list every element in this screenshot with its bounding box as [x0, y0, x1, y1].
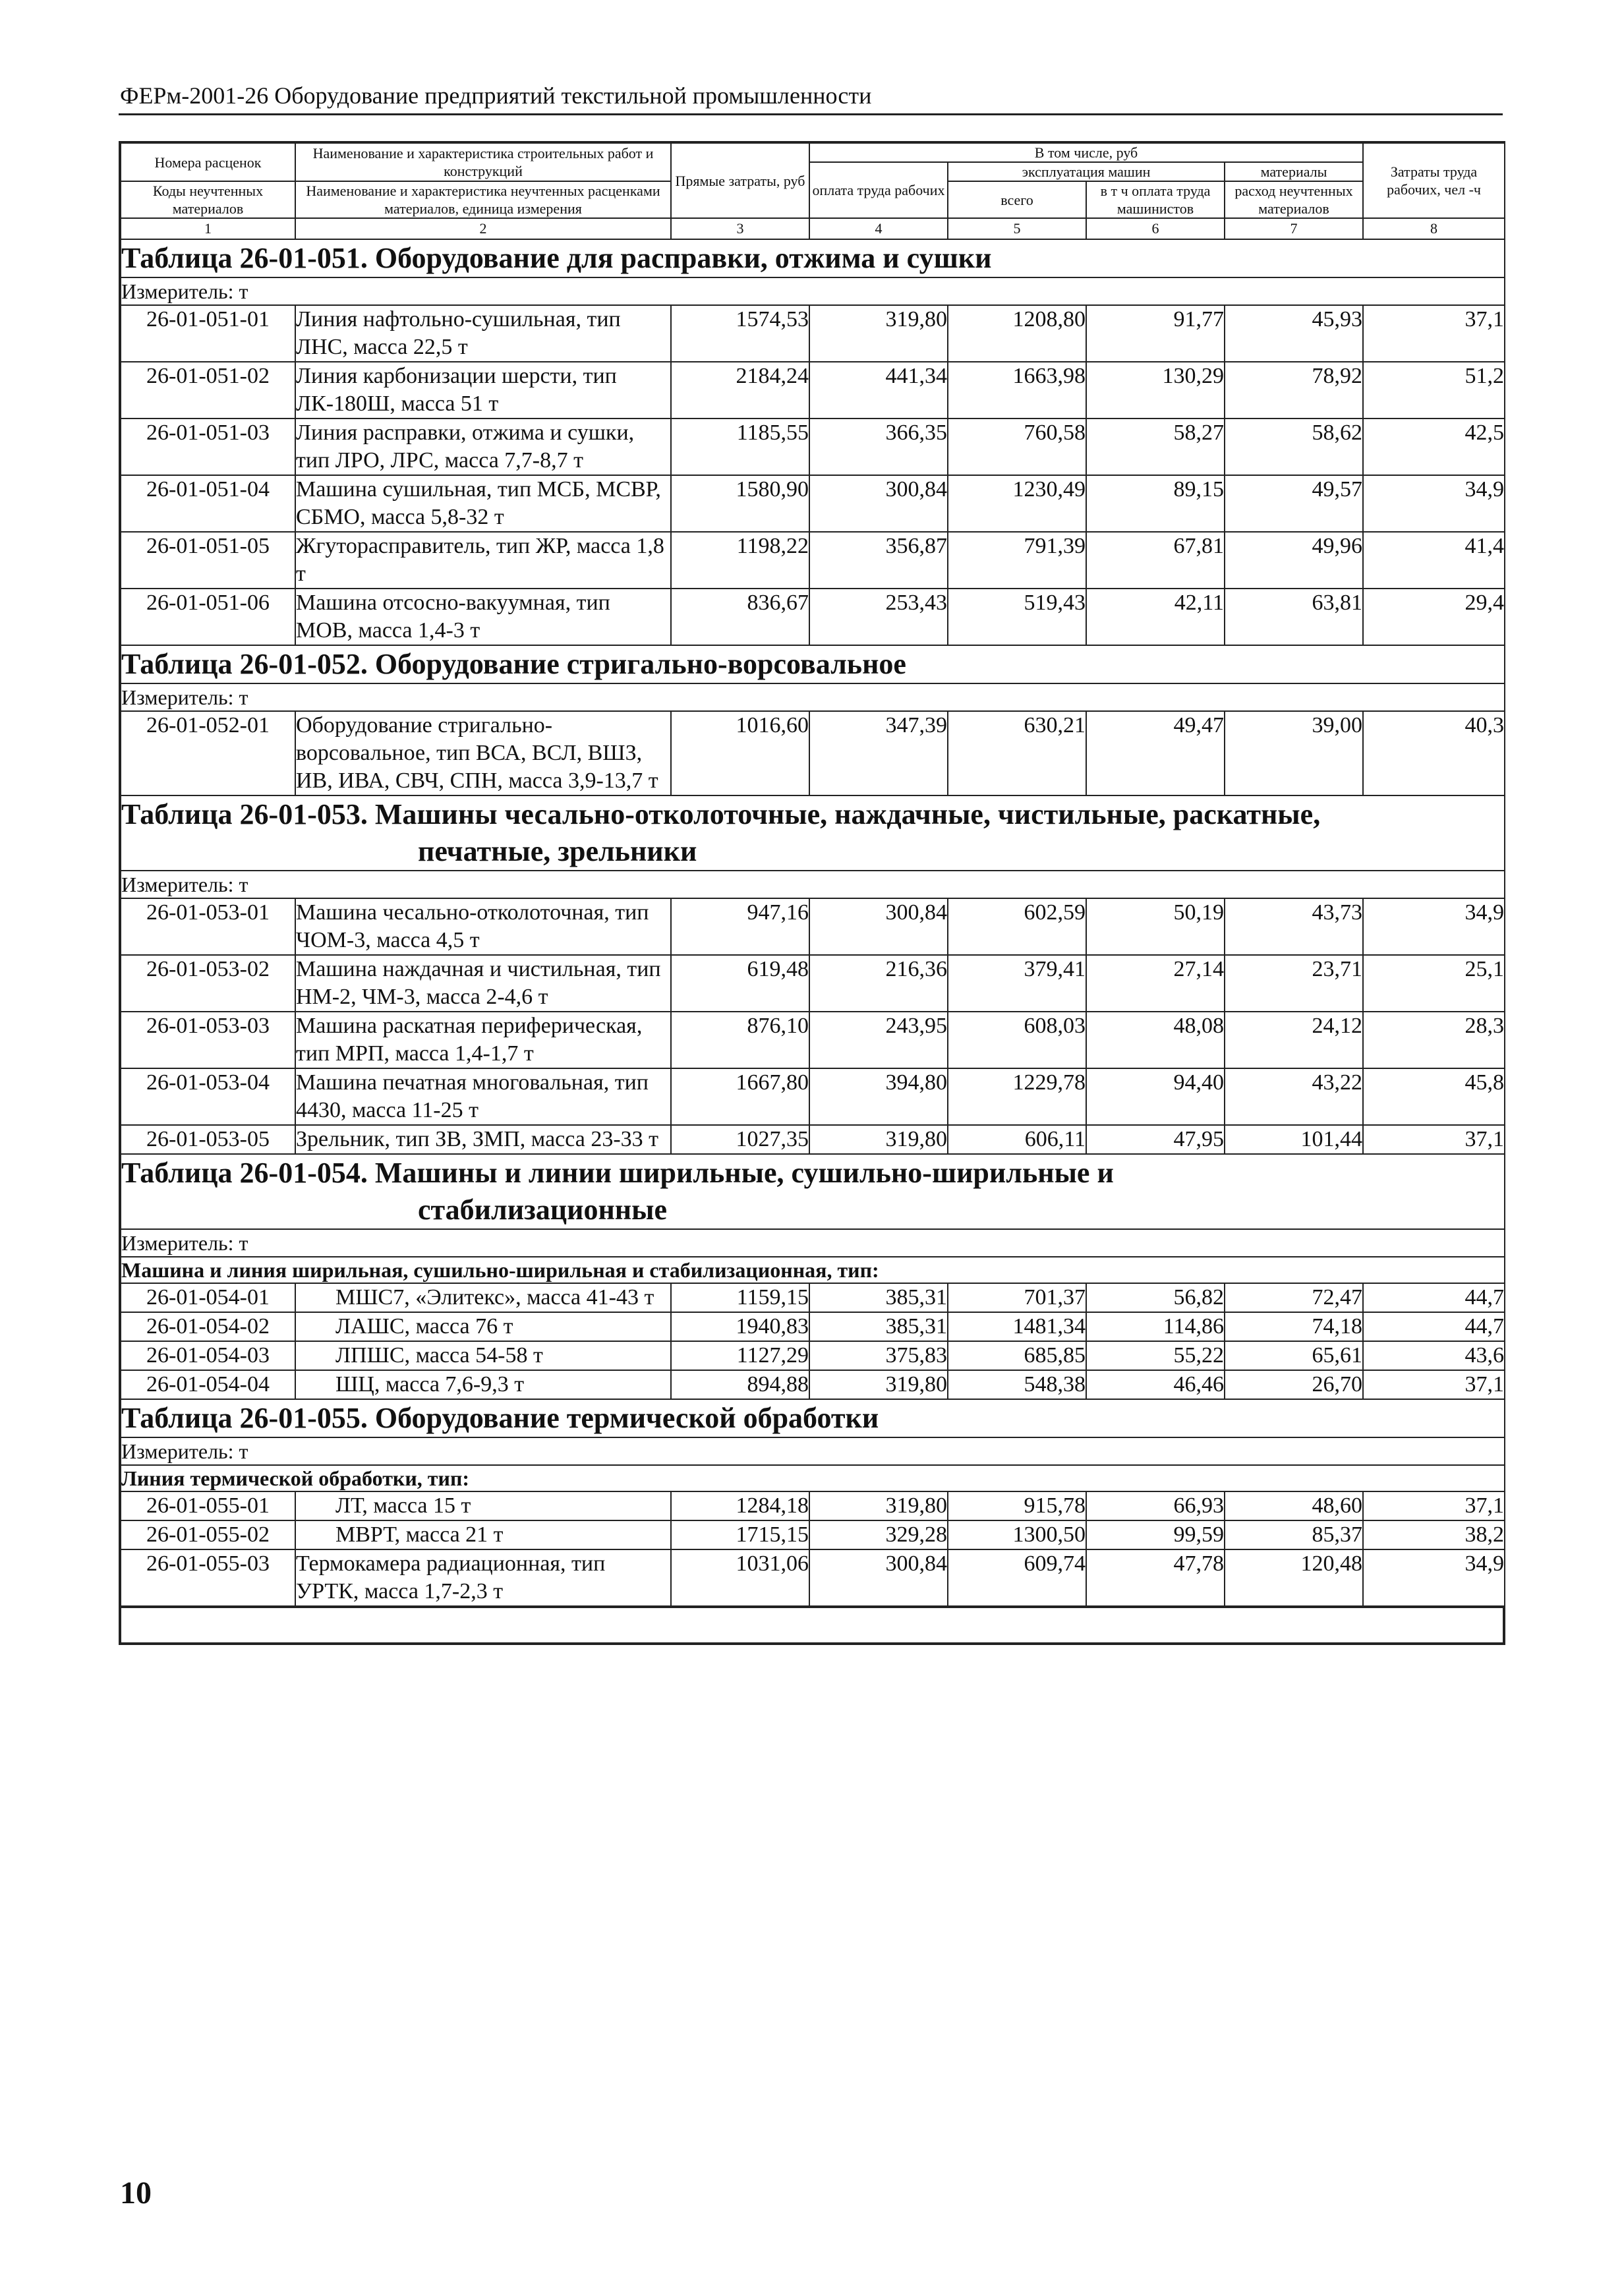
- table-row: [121, 1549, 1505, 1606]
- cell-machine-total: 1229,78: [948, 1068, 1086, 1125]
- cell-labor-hours: 41,4: [1363, 532, 1505, 589]
- cell-labor-hours: 28,3: [1363, 1012, 1505, 1068]
- cell-work-name: Термокамера радиационная, тип УРТК, масса 1,7-2,3 т: [295, 1549, 671, 1606]
- cell-work-name: Линия расправки, отжима и сушки, тип ЛРО, ЛРС, масса 7,7-8,7 т: [295, 419, 671, 475]
- section-caption-row: [121, 1154, 1505, 1229]
- cell-direct-costs: 1016,60: [671, 711, 809, 795]
- header-labor-hours: Затраты труда рабочих, чел -ч: [1363, 143, 1505, 218]
- group-subheader-row: [121, 1465, 1505, 1491]
- cell-machine-total: 915,78: [948, 1491, 1086, 1520]
- cell-labor-hours: 45,8: [1363, 1068, 1505, 1125]
- unit-row: [121, 1437, 1505, 1465]
- cell-rate-code: 26-01-053-03: [121, 1012, 295, 1068]
- section-title-text: Таблица 26-01-053. Машины чесально-отколоточные, наждачные, чистильные, раскатные,: [121, 798, 1321, 830]
- table-row: [121, 1370, 1505, 1399]
- cell-machine-total: 685,85: [948, 1341, 1086, 1370]
- price-table-container: [119, 141, 1505, 1645]
- col-number-8: 8: [1363, 218, 1505, 239]
- cell-materials: 120,48: [1225, 1549, 1363, 1606]
- table-header: [121, 143, 1505, 239]
- cell-machinist-pay: 47,78: [1086, 1549, 1225, 1606]
- table-row: [121, 532, 1505, 589]
- table-row: [121, 955, 1505, 1012]
- section-title-continuation: печатные, зрельники: [418, 835, 697, 867]
- cell-rate-code: 26-01-055-03: [121, 1549, 295, 1606]
- cell-rate-code: 26-01-054-03: [121, 1341, 295, 1370]
- section-title: [121, 1399, 1505, 1437]
- cell-direct-costs: 876,10: [671, 1012, 809, 1068]
- cell-machinist-pay: 94,40: [1086, 1068, 1225, 1125]
- table-row: [121, 1491, 1505, 1520]
- cell-worker-pay: 385,31: [809, 1283, 948, 1312]
- cell-direct-costs: 1185,55: [671, 419, 809, 475]
- cell-rate-code: 26-01-051-06: [121, 589, 295, 645]
- cell-labor-hours: 51,2: [1363, 362, 1505, 419]
- cell-machine-total: 701,37: [948, 1283, 1086, 1312]
- table-row: [121, 362, 1505, 419]
- cell-materials: 23,71: [1225, 955, 1363, 1012]
- cell-labor-hours: 37,1: [1363, 1491, 1505, 1520]
- section-title-text: Таблица 26-01-051. Оборудование для расправки, отжима и сушки: [121, 242, 992, 274]
- table-row: [121, 1068, 1505, 1125]
- cell-worker-pay: 300,84: [809, 1549, 948, 1606]
- cell-labor-hours: 37,1: [1363, 1370, 1505, 1399]
- cell-direct-costs: 947,16: [671, 898, 809, 955]
- cell-machine-total: 1481,34: [948, 1312, 1086, 1341]
- cell-rate-code: 26-01-055-01: [121, 1491, 295, 1520]
- header-material-consumption: расход неучтенных материалов: [1225, 181, 1363, 218]
- cell-machine-total: 1300,50: [948, 1520, 1086, 1549]
- group-subheader: Машина и линия ширильная, сушильно-ширильная и стабилизационная, тип:: [121, 1257, 1505, 1283]
- cell-direct-costs: 894,88: [671, 1370, 809, 1399]
- section-title: [121, 645, 1505, 683]
- section-caption-row: [121, 645, 1505, 683]
- cell-worker-pay: 356,87: [809, 532, 948, 589]
- cell-machinist-pay: 49,47: [1086, 711, 1225, 795]
- unit-row: [121, 683, 1505, 711]
- unit-row: [121, 1229, 1505, 1257]
- cell-machine-total: 602,59: [948, 898, 1086, 955]
- cell-worker-pay: 375,83: [809, 1341, 948, 1370]
- cell-machine-total: 760,58: [948, 419, 1086, 475]
- header-including: В том числе, руб: [809, 143, 1363, 162]
- header-machine-operation: эксплуатация машин: [948, 162, 1225, 181]
- cell-materials: 49,57: [1225, 475, 1363, 532]
- cell-machinist-pay: 89,15: [1086, 475, 1225, 532]
- cell-worker-pay: 216,36: [809, 955, 948, 1012]
- cell-labor-hours: 38,2: [1363, 1520, 1505, 1549]
- unit-label: Измеритель: т: [121, 871, 1505, 898]
- cell-machinist-pay: 114,86: [1086, 1312, 1225, 1341]
- cell-work-name: ШЦ, масса 7,6-9,3 т: [295, 1370, 671, 1399]
- cell-direct-costs: 619,48: [671, 955, 809, 1012]
- cell-labor-hours: 43,6: [1363, 1341, 1505, 1370]
- cell-worker-pay: 243,95: [809, 1012, 948, 1068]
- cell-machinist-pay: 91,77: [1086, 305, 1225, 362]
- cell-worker-pay: 347,39: [809, 711, 948, 795]
- cell-machinist-pay: 66,93: [1086, 1491, 1225, 1520]
- cell-materials: 63,81: [1225, 589, 1363, 645]
- cell-machinist-pay: 50,19: [1086, 898, 1225, 955]
- unit-row: [121, 277, 1505, 305]
- header-machinist-pay: в т ч оплата труда машинистов: [1086, 181, 1225, 218]
- cell-rate-code: 26-01-051-02: [121, 362, 295, 419]
- cell-machinist-pay: 55,22: [1086, 1341, 1225, 1370]
- cell-work-name: Зрельник, тип ЗВ, ЗМП, масса 23-33 т: [295, 1125, 671, 1154]
- cell-work-name: Машина чесально-отколоточная, тип ЧОМ-3, масса 4,5 т: [295, 898, 671, 955]
- cell-work-name: Машина раскатная периферическая, тип МРП, масса 1,4-1,7 т: [295, 1012, 671, 1068]
- page-number: 10: [120, 2176, 152, 2210]
- cell-machine-total: 1663,98: [948, 362, 1086, 419]
- cell-worker-pay: 319,80: [809, 305, 948, 362]
- cell-machine-total: 548,38: [948, 1370, 1086, 1399]
- cell-work-name: Машина сушильная, тип МСБ, МСВР, СБМО, масса 5,8-32 т: [295, 475, 671, 532]
- price-table: [120, 142, 1505, 1607]
- table-bottom-gap: [120, 1607, 1504, 1644]
- cell-machinist-pay: 47,95: [1086, 1125, 1225, 1154]
- cell-rate-code: 26-01-053-02: [121, 955, 295, 1012]
- cell-materials: 101,44: [1225, 1125, 1363, 1154]
- cell-materials: 78,92: [1225, 362, 1363, 419]
- cell-direct-costs: 1667,80: [671, 1068, 809, 1125]
- cell-labor-hours: 29,4: [1363, 589, 1505, 645]
- cell-materials: 48,60: [1225, 1491, 1363, 1520]
- table-row: [121, 1283, 1505, 1312]
- cell-direct-costs: 1715,15: [671, 1520, 809, 1549]
- section-title: [121, 795, 1505, 871]
- cell-direct-costs: 1198,22: [671, 532, 809, 589]
- table-row: [121, 711, 1505, 795]
- cell-machinist-pay: 56,82: [1086, 1283, 1225, 1312]
- unit-label: Измеритель: т: [121, 1437, 1505, 1465]
- col-number-3: 3: [671, 218, 809, 239]
- cell-work-name: Жгутораспрaвитель, тип ЖР, масса 1,8 т: [295, 532, 671, 589]
- cell-machinist-pay: 48,08: [1086, 1012, 1225, 1068]
- cell-rate-code: 26-01-055-02: [121, 1520, 295, 1549]
- cell-materials: 74,18: [1225, 1312, 1363, 1341]
- cell-labor-hours: 34,9: [1363, 898, 1505, 955]
- section-title: [121, 1154, 1505, 1229]
- cell-work-name: Оборудование стригально-ворсовальное, тип ВСА, ВСЛ, ВШЗ, ИВ, ИВА, СВЧ, СПН, масса 3,9-13,7 т: [295, 711, 671, 795]
- cell-machine-total: 630,21: [948, 711, 1086, 795]
- cell-rate-code: 26-01-053-01: [121, 898, 295, 955]
- cell-rate-code: 26-01-054-02: [121, 1312, 295, 1341]
- cell-machine-total: 608,03: [948, 1012, 1086, 1068]
- document-header-title: ФЕРм-2001-26 Оборудование предприятий текстильной промышленности: [120, 82, 872, 109]
- cell-materials: 43,22: [1225, 1068, 1363, 1125]
- cell-work-name: Линия нафтольно-сушильная, тип ЛНС, масса 22,5 т: [295, 305, 671, 362]
- cell-labor-hours: 37,1: [1363, 305, 1505, 362]
- cell-worker-pay: 319,80: [809, 1125, 948, 1154]
- cell-worker-pay: 329,28: [809, 1520, 948, 1549]
- cell-worker-pay: 385,31: [809, 1312, 948, 1341]
- cell-materials: 39,00: [1225, 711, 1363, 795]
- col-number-1: 1: [121, 218, 295, 239]
- cell-rate-code: 26-01-051-01: [121, 305, 295, 362]
- cell-rate-code: 26-01-054-01: [121, 1283, 295, 1312]
- cell-machine-total: 1208,80: [948, 305, 1086, 362]
- cell-labor-hours: 42,5: [1363, 419, 1505, 475]
- cell-labor-hours: 34,9: [1363, 475, 1505, 532]
- cell-work-name: Машина наждачная и чистильная, тип НМ-2, ЧМ-3, масса 2-4,6 т: [295, 955, 671, 1012]
- cell-machine-total: 791,39: [948, 532, 1086, 589]
- cell-direct-costs: 1027,35: [671, 1125, 809, 1154]
- col-number-5: 5: [948, 218, 1086, 239]
- cell-work-name: Машина печатная многовальная, тип 4430, масса 11-25 т: [295, 1068, 671, 1125]
- unit-label: Измеритель: т: [121, 1229, 1505, 1257]
- cell-machinist-pay: 130,29: [1086, 362, 1225, 419]
- cell-rate-code: 26-01-053-05: [121, 1125, 295, 1154]
- cell-worker-pay: 394,80: [809, 1068, 948, 1125]
- cell-machine-total: 1230,49: [948, 475, 1086, 532]
- table-row: [121, 419, 1505, 475]
- unit-label: Измеритель: т: [121, 683, 1505, 711]
- cell-work-name: Линия карбонизации шерсти, тип ЛК-180Ш, масса 51 т: [295, 362, 671, 419]
- cell-worker-pay: 319,80: [809, 1370, 948, 1399]
- cell-machinist-pay: 67,81: [1086, 532, 1225, 589]
- cell-rate-code: 26-01-051-05: [121, 532, 295, 589]
- cell-worker-pay: 366,35: [809, 419, 948, 475]
- cell-machinist-pay: 99,59: [1086, 1520, 1225, 1549]
- cell-materials: 85,37: [1225, 1520, 1363, 1549]
- cell-worker-pay: 300,84: [809, 898, 948, 955]
- cell-worker-pay: 441,34: [809, 362, 948, 419]
- section-caption-row: [121, 239, 1505, 277]
- section-title-continuation: стабилизационные: [418, 1194, 668, 1226]
- cell-machine-total: 379,41: [948, 955, 1086, 1012]
- cell-work-name: МВРТ, масса 21 т: [295, 1520, 671, 1549]
- header-machine-total: всего: [948, 181, 1086, 218]
- cell-materials: 65,61: [1225, 1341, 1363, 1370]
- cell-rate-code: 26-01-051-04: [121, 475, 295, 532]
- section-title: [121, 239, 1505, 277]
- cell-materials: 72,47: [1225, 1283, 1363, 1312]
- cell-machinist-pay: 46,46: [1086, 1370, 1225, 1399]
- cell-work-name: МШС7, «Элитекс», масса 41-43 т: [295, 1283, 671, 1312]
- table-row: [121, 1125, 1505, 1154]
- header-direct-costs: Прямые затраты, руб: [671, 143, 809, 218]
- cell-worker-pay: 319,80: [809, 1491, 948, 1520]
- cell-direct-costs: 2184,24: [671, 362, 809, 419]
- header-material-codes: Коды неучтенных материалов: [121, 181, 295, 218]
- cell-worker-pay: 300,84: [809, 475, 948, 532]
- cell-labor-hours: 44,7: [1363, 1312, 1505, 1341]
- col-number-6: 6: [1086, 218, 1225, 239]
- col-number-7: 7: [1225, 218, 1363, 239]
- header-materials: материалы: [1225, 162, 1363, 181]
- cell-direct-costs: 836,67: [671, 589, 809, 645]
- cell-materials: 58,62: [1225, 419, 1363, 475]
- section-title-text: Таблица 26-01-052. Оборудование стригально-ворсовальное: [121, 648, 906, 680]
- cell-labor-hours: 34,9: [1363, 1549, 1505, 1606]
- cell-direct-costs: 1580,90: [671, 475, 809, 532]
- col-number-2: 2: [295, 218, 671, 239]
- cell-work-name: Машина отсосно-вакуумная, тип МОВ, масса 1,4-3 т: [295, 589, 671, 645]
- table-row: [121, 475, 1505, 532]
- cell-machine-total: 519,43: [948, 589, 1086, 645]
- cell-materials: 24,12: [1225, 1012, 1363, 1068]
- cell-machine-total: 609,74: [948, 1549, 1086, 1606]
- cell-materials: 26,70: [1225, 1370, 1363, 1399]
- cell-materials: 49,96: [1225, 532, 1363, 589]
- cell-machinist-pay: 27,14: [1086, 955, 1225, 1012]
- section-title-text: Таблица 26-01-055. Оборудование термической обработки: [121, 1402, 879, 1434]
- table-row: [121, 589, 1505, 645]
- table-body: [121, 239, 1505, 1606]
- cell-rate-code: 26-01-054-04: [121, 1370, 295, 1399]
- cell-labor-hours: 37,1: [1363, 1125, 1505, 1154]
- header-rule: [119, 113, 1503, 115]
- cell-work-name: ЛПШС, масса 54-58 т: [295, 1341, 671, 1370]
- table-row: [121, 898, 1505, 955]
- cell-direct-costs: 1940,83: [671, 1312, 809, 1341]
- section-title-text: Таблица 26-01-054. Машины и линии ширильные, сушильно-ширильные и: [121, 1157, 1114, 1189]
- unit-label: Измеритель: т: [121, 277, 1505, 305]
- cell-labor-hours: 40,3: [1363, 711, 1505, 795]
- cell-rate-code: 26-01-053-04: [121, 1068, 295, 1125]
- header-material-names: Наименование и характеристика неучтенных расценками материалов, единица измерения: [295, 181, 671, 218]
- cell-materials: 45,93: [1225, 305, 1363, 362]
- cell-materials: 43,73: [1225, 898, 1363, 955]
- header-worker-pay: оплата труда рабочих: [809, 162, 948, 218]
- header-work-names: Наименование и характеристика строительных работ и конструкций: [295, 143, 671, 181]
- table-row: [121, 1312, 1505, 1341]
- section-caption-row: [121, 795, 1505, 871]
- table-row: [121, 1520, 1505, 1549]
- cell-machinist-pay: 58,27: [1086, 419, 1225, 475]
- cell-direct-costs: 1031,06: [671, 1549, 809, 1606]
- cell-machine-total: 606,11: [948, 1125, 1086, 1154]
- cell-worker-pay: 253,43: [809, 589, 948, 645]
- table-row: [121, 1341, 1505, 1370]
- table-row: [121, 305, 1505, 362]
- cell-direct-costs: 1159,15: [671, 1283, 809, 1312]
- cell-labor-hours: 44,7: [1363, 1283, 1505, 1312]
- table-row: [121, 1012, 1505, 1068]
- cell-labor-hours: 25,1: [1363, 955, 1505, 1012]
- cell-direct-costs: 1574,53: [671, 305, 809, 362]
- section-caption-row: [121, 1399, 1505, 1437]
- cell-machinist-pay: 42,11: [1086, 589, 1225, 645]
- cell-direct-costs: 1127,29: [671, 1341, 809, 1370]
- cell-rate-code: 26-01-051-03: [121, 419, 295, 475]
- cell-rate-code: 26-01-052-01: [121, 711, 295, 795]
- cell-work-name: ЛТ, масса 15 т: [295, 1491, 671, 1520]
- header-rate-numbers: Номера расценок: [121, 143, 295, 181]
- col-number-4: 4: [809, 218, 948, 239]
- unit-row: [121, 871, 1505, 898]
- group-subheader: Линия термической обработки, тип:: [121, 1465, 1505, 1491]
- group-subheader-row: [121, 1257, 1505, 1283]
- cell-direct-costs: 1284,18: [671, 1491, 809, 1520]
- cell-work-name: ЛАШС, масса 76 т: [295, 1312, 671, 1341]
